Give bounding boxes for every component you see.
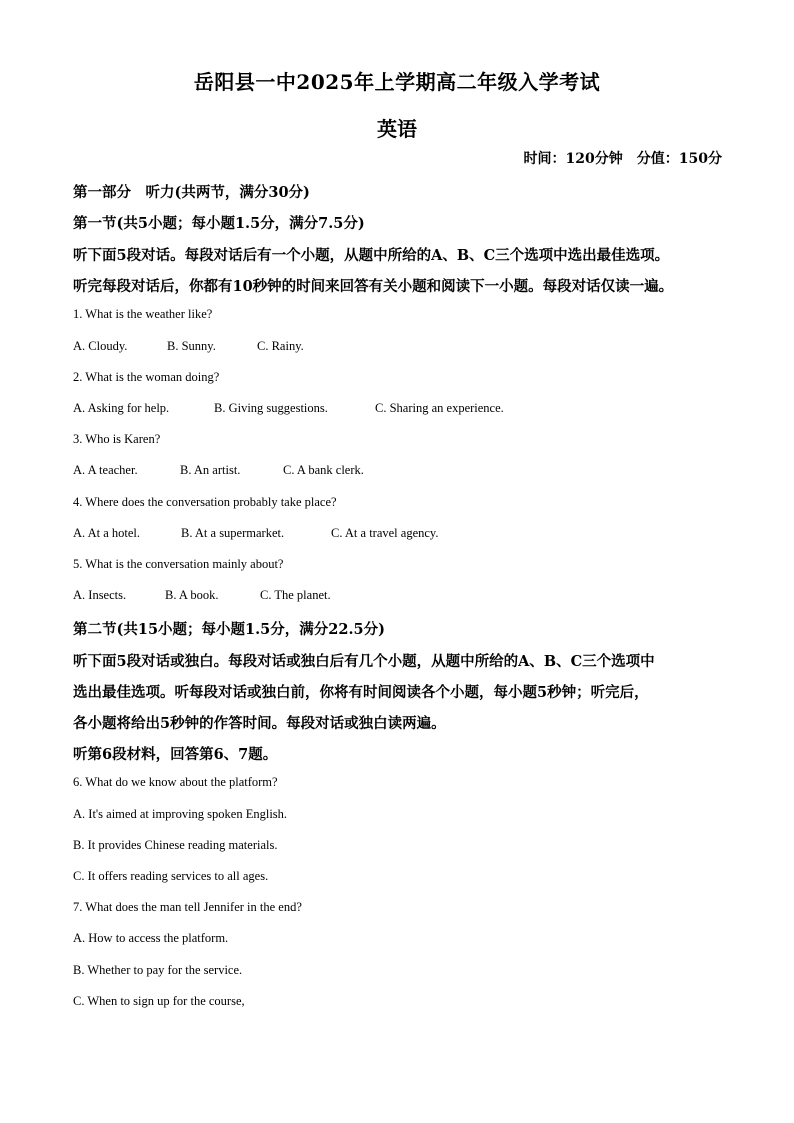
exam-score: 分值：150分 (636, 151, 722, 167)
section2-heading: 第二节(共15小题；每小题1.5分，满分22.5分) (73, 621, 385, 638)
question-6-option-a: A. It's aimed at improving spoken English. (73, 807, 288, 821)
question-2: 2. What is the woman doing? (73, 370, 220, 384)
question-5: 5. What is the conversation mainly about? (73, 557, 284, 571)
section1-instruction-1: 听下面5段对话。每段对话后有一个小题，从题中所给的A、B、C三个选项中选出最佳选项。 (73, 247, 670, 264)
section2-instruction-2: 选出最佳选项。听每段对话或独白前，你将有时间阅读各个小题，每小题5秒钟；听完后， (73, 684, 649, 701)
option-c: C. Sharing an experience. (375, 401, 504, 415)
option-a: A. A teacher. (73, 463, 138, 477)
exam-meta (524, 148, 722, 168)
question-4: 4. Where does the conversation probably take place? (73, 495, 337, 509)
question-6-option-c: C. It offers reading services to all ages. (73, 869, 269, 883)
option-c: C. At a travel agency. (331, 526, 439, 540)
option-b: B. A book. (165, 588, 219, 602)
question-2-options (73, 401, 504, 416)
option-b: B. Sunny. (167, 339, 216, 353)
question-1-options (73, 339, 304, 354)
option-a: A. Insects. (73, 588, 127, 602)
question-7-option-a: A. How to access the platform. (73, 931, 229, 945)
question-7: 7. What does the man tell Jennifer in the end? (73, 900, 302, 914)
section2-instruction-3: 各小题将给出5秒钟的作答时间。每段对话或独白读两遍。 (73, 715, 446, 732)
option-a: A. Cloudy. (73, 339, 128, 353)
option-c: C. Rainy. (257, 339, 304, 353)
question-6-option-b: B. It provides Chinese reading materials. (73, 838, 278, 852)
question-1: 1. What is the weather like? (73, 307, 213, 321)
question-5-options (73, 588, 331, 603)
option-a: A. At a hotel. (73, 526, 141, 540)
question-7-option-b: B. Whether to pay for the service. (73, 963, 243, 977)
section2-instruction-1: 听下面5段对话或独白。每段对话或独白后有几个小题，从题中所给的A、B、C三个选项中 (73, 653, 655, 670)
question-3-options (73, 463, 364, 478)
question-3: 3. Who is Karen? (73, 432, 161, 446)
option-c: C. The planet. (260, 588, 331, 602)
part1-heading: 第一部分 听力(共两节，满分30分) (73, 184, 310, 201)
option-b: B. At a supermarket. (181, 526, 285, 540)
exam-title: 岳阳县一中2025年上学期高二年级入学考试 (193, 70, 601, 94)
exam-subject: 英语 (377, 117, 417, 141)
material-6-heading: 听第6段材料，回答第6、7题。 (73, 746, 278, 763)
option-a: A. Asking for help. (73, 401, 170, 415)
exam-time: 时间：120分钟 (523, 151, 623, 167)
question-6: 6. What do we know about the platform? (73, 775, 278, 789)
section1-instruction-2: 听完每段对话后，你都有10秒钟的时间来回答有关小题和阅读下一小题。每段对话仅读一遍。 (73, 278, 674, 295)
option-c: C. A bank clerk. (283, 463, 364, 477)
option-b: B. Giving suggestions. (214, 401, 328, 415)
question-7-option-c: C. When to sign up for the course, (73, 994, 245, 1008)
option-b: B. An artist. (180, 463, 241, 477)
section1-heading: 第一节(共5小题；每小题1.5分，满分7.5分) (73, 215, 365, 232)
question-4-options (73, 526, 438, 541)
